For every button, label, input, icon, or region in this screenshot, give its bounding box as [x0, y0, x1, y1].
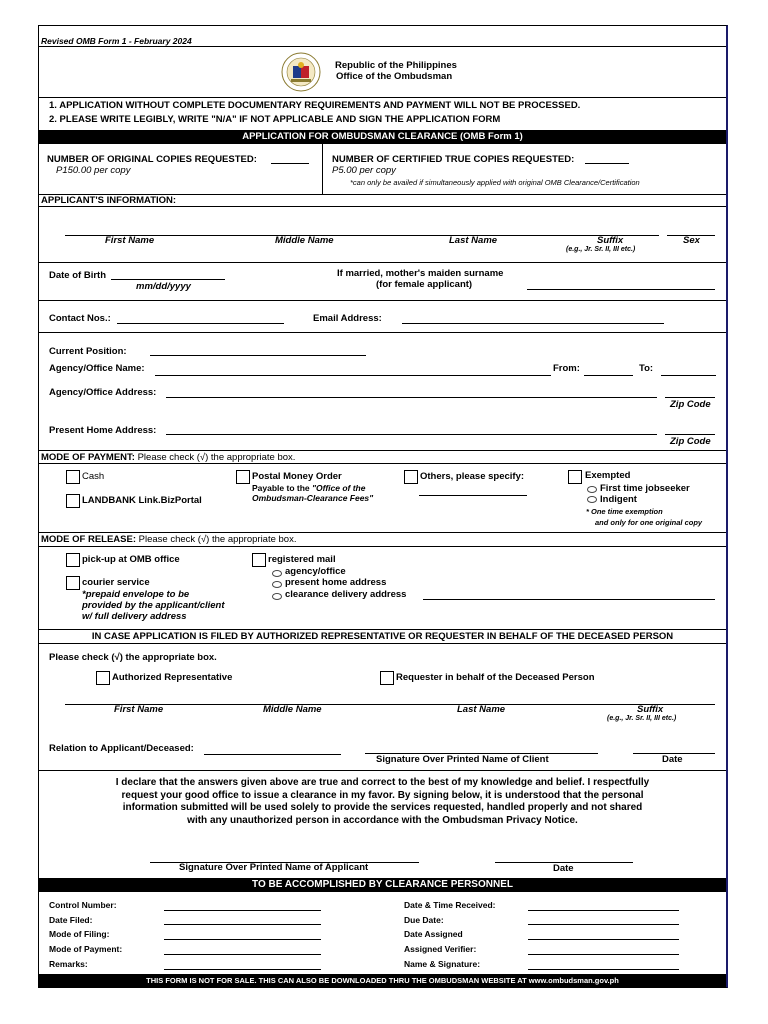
- courier-checkbox[interactable]: [66, 576, 80, 590]
- applicant-signature-label: Signature Over Printed Name of Applicant: [179, 862, 369, 873]
- control-number-field[interactable]: [164, 910, 321, 911]
- declaration-text: I declare that the answers given above are true and correct to the best of my knowledge and belief. I respectfully request your good office to issue a clearance in my favor. By signing below, it is understood that the personal information submitted will be used solely to provide the services requested, handled properly and not shared with any unauthorized person in accordance with the Ombudsman Privacy Notice.: [115, 777, 650, 826]
- agency-zip-field[interactable]: [665, 397, 715, 398]
- suffix-hint: (e.g., Jr. Sr. II, III etc.): [566, 246, 636, 253]
- from-label: From:: [553, 363, 580, 374]
- relation-label: Relation to Applicant/Deceased:: [49, 743, 194, 754]
- rep-suffix-hint: (e.g., Jr. Sr. II, III etc.): [607, 715, 677, 722]
- jobseeker-radio[interactable]: [587, 486, 597, 493]
- to-label: To:: [639, 363, 654, 374]
- rep-first-name-label: First Name: [114, 704, 164, 715]
- mode-of-payment-label: Mode of Payment:: [49, 944, 123, 954]
- exempt-note-1: * One time exemption: [586, 507, 663, 516]
- original-copies-label: NUMBER OF ORIGINAL COPIES REQUESTED:: [47, 154, 257, 165]
- registered-mail-checkbox[interactable]: [252, 553, 266, 567]
- email-field[interactable]: [402, 323, 664, 324]
- date-filed-field[interactable]: [164, 924, 321, 925]
- dob-hint: mm/dd/yyyy: [136, 281, 191, 292]
- representative-band: IN CASE APPLICATION IS FILED BY AUTHORIZED REPRESENTATIVE OR REQUESTER IN BEHALF OF THE DECEASED PERSON: [91, 631, 674, 642]
- name-signature-label: Name & Signature:: [404, 959, 481, 969]
- footer-band: THIS FORM IS NOT FOR SALE. THIS CAN ALSO BE DOWNLOADED THRU THE OMBUDSMAN WEBSITE AT www.ombudsman.gov.ph: [39, 974, 726, 987]
- due-date-label: Due Date:: [404, 915, 444, 925]
- original-price: P150.00 per copy: [56, 165, 131, 176]
- certified-copies-field[interactable]: [585, 163, 629, 164]
- date-time-received-field[interactable]: [528, 910, 679, 911]
- rep-middle-name-label: Middle Name: [263, 704, 322, 715]
- jobseeker-label: First time jobseeker: [600, 483, 690, 494]
- payment-section-title: MODE OF PAYMENT: Please check (√) the appropriate box.: [41, 452, 296, 463]
- clearance-form: [38, 25, 728, 988]
- rep-last-name-label: Last Name: [457, 704, 506, 715]
- courier-note-3: w/ full delivery address: [82, 611, 187, 622]
- last-name-label: Last Name: [449, 235, 498, 246]
- mode-of-filing-label: Mode of Filing:: [49, 929, 110, 939]
- date-time-received-label: Date & Time Received:: [404, 900, 496, 910]
- rep-check-note: Please check (√) the appropriate box.: [49, 652, 217, 663]
- others-checkbox[interactable]: [404, 470, 418, 484]
- home-option-label: present home address: [285, 577, 387, 588]
- certified-copies-label: NUMBER OF CERTIFIED TRUE COPIES REQUESTED:: [332, 154, 575, 165]
- date-assigned-label: Date Assigned: [404, 929, 463, 939]
- clearance-delivery-radio[interactable]: [272, 593, 282, 600]
- client-signature-label: Signature Over Printed Name of Client: [376, 754, 549, 765]
- others-label: Others, please specify:: [420, 471, 525, 482]
- agency-radio[interactable]: [272, 570, 282, 577]
- control-number-label: Control Number:: [49, 900, 117, 910]
- indigent-radio[interactable]: [587, 496, 597, 503]
- indigent-label: Indigent: [600, 494, 637, 505]
- mode-of-payment-field[interactable]: [164, 954, 321, 955]
- registered-mail-label: registered mail: [268, 554, 336, 565]
- dob-field[interactable]: [111, 279, 225, 280]
- first-name-label: First Name: [105, 235, 155, 246]
- assigned-verifier-field[interactable]: [528, 954, 679, 955]
- from-field[interactable]: [584, 375, 633, 376]
- requester-deceased-checkbox[interactable]: [380, 671, 394, 685]
- note-1: 1. APPLICATION WITHOUT COMPLETE DOCUMENTARY REQUIREMENTS AND PAYMENT WILL NOT BE PROCESSED.: [49, 100, 581, 111]
- courier-label: courier service: [82, 577, 150, 588]
- maiden-hint: (for female applicant): [376, 279, 473, 290]
- applicant-date-label: Date: [553, 863, 574, 874]
- name-signature-field[interactable]: [528, 969, 679, 970]
- authorized-rep-label: Authorized Representative: [112, 672, 233, 683]
- certified-price: P5.00 per copy: [332, 165, 396, 176]
- applicant-section-title: APPLICANT'S INFORMATION:: [41, 195, 177, 206]
- courier-note-1: *prepaid envelope to be: [82, 589, 190, 600]
- pickup-label: pick-up at OMB office: [82, 554, 180, 565]
- others-specify-field[interactable]: [419, 495, 527, 496]
- requester-deceased-label: Requester in behalf of the Deceased Person: [396, 672, 595, 683]
- date-assigned-field[interactable]: [528, 939, 679, 940]
- courier-note-2: provided by the applicant/client: [82, 600, 225, 611]
- agency-address-field[interactable]: [166, 397, 657, 398]
- exempt-note-2: and only for one original copy: [595, 518, 703, 527]
- to-field[interactable]: [661, 375, 716, 376]
- date-filed-label: Date Filed:: [49, 915, 93, 925]
- rep-suffix-label: Suffix: [637, 704, 664, 715]
- republic-text: Republic of the Philippines: [335, 60, 457, 71]
- contact-label: Contact Nos.:: [49, 313, 111, 324]
- home-radio[interactable]: [272, 581, 282, 588]
- agency-address-label: Agency/Office Address:: [49, 387, 157, 398]
- home-zip-label: Zip Code: [670, 436, 711, 447]
- clearance-delivery-field[interactable]: [423, 599, 715, 600]
- clearance-delivery-label: clearance delivery address: [285, 589, 407, 600]
- exempted-label: Exempted: [585, 470, 631, 481]
- certified-note: *can only be availed if simultaneously applied with original OMB Clearance/Certification: [350, 178, 640, 187]
- agency-zip-label: Zip Code: [670, 399, 711, 410]
- authorized-rep-checkbox[interactable]: [96, 671, 110, 685]
- position-label: Current Position:: [49, 346, 127, 357]
- office-text: Office of the Ombudsman: [336, 71, 453, 82]
- sex-label: Sex: [683, 235, 700, 246]
- contact-field[interactable]: [117, 323, 284, 324]
- agency-name-field[interactable]: [155, 375, 551, 376]
- relation-field[interactable]: [204, 754, 341, 755]
- landbank-checkbox[interactable]: [66, 494, 80, 508]
- position-field[interactable]: [150, 355, 366, 356]
- home-address-label: Present Home Address:: [49, 425, 157, 436]
- form-title: APPLICATION FOR OMBUDSMAN CLEARANCE (OMB Form 1): [39, 130, 726, 144]
- release-section-title: MODE OF RELEASE: Please check (√) the appropriate box.: [41, 534, 297, 545]
- ombudsman-seal-logo: [279, 52, 323, 92]
- note-2: 2. PLEASE WRITE LEGIBLY, WRITE "N/A" IF NOT APPLICABLE AND SIGN THE APPLICATION FORM: [49, 114, 501, 125]
- maiden-label: If married, mother's maiden surname: [337, 268, 504, 279]
- home-address-field[interactable]: [166, 434, 657, 435]
- due-date-field[interactable]: [528, 924, 679, 925]
- dob-label: Date of Birth: [49, 270, 106, 281]
- pmo-payable-note: Payable to the "Office of the Ombudsman-Clearance Fees": [252, 483, 374, 503]
- home-zip-field[interactable]: [665, 434, 715, 435]
- pmo-label: Postal Money Order: [252, 471, 342, 482]
- agency-option-label: agency/office: [285, 566, 346, 577]
- remarks-label: Remarks:: [49, 959, 88, 969]
- client-date-label: Date: [662, 754, 683, 765]
- cash-checkbox[interactable]: [66, 470, 80, 484]
- pmo-checkbox[interactable]: [236, 470, 250, 484]
- mode-of-filing-field[interactable]: [164, 939, 321, 940]
- remarks-field[interactable]: [164, 969, 321, 970]
- pickup-checkbox[interactable]: [66, 553, 80, 567]
- email-label: Email Address:: [313, 313, 382, 324]
- agency-name-label: Agency/Office Name:: [49, 363, 145, 374]
- maiden-field[interactable]: [527, 289, 715, 290]
- exempted-checkbox[interactable]: [568, 470, 582, 484]
- personnel-band: TO BE ACCOMPLISHED BY CLEARANCE PERSONNEL: [39, 878, 726, 892]
- cash-label: Cash: [82, 471, 105, 482]
- landbank-label: LANDBANK Link.BizPortal: [82, 495, 202, 506]
- form-revision: Revised OMB Form 1 - February 2024: [41, 36, 192, 46]
- assigned-verifier-label: Assigned Verifier:: [404, 944, 477, 954]
- suffix-label: Suffix: [597, 235, 624, 246]
- middle-name-label: Middle Name: [275, 235, 334, 246]
- original-copies-field[interactable]: [271, 163, 309, 164]
